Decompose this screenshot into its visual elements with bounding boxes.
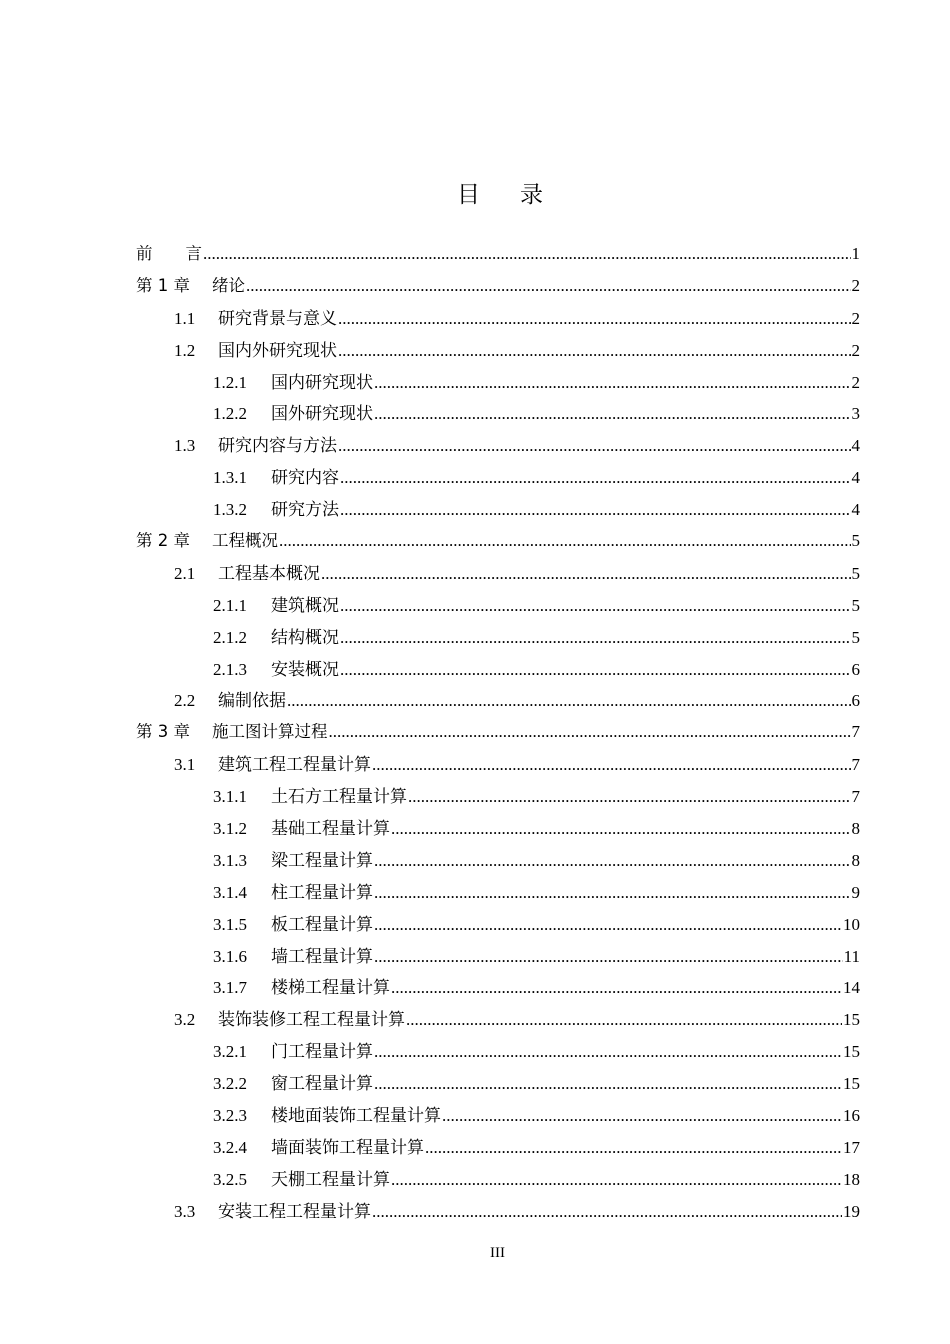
toc-entry[interactable] (136, 527, 860, 559)
dot-leader (329, 722, 851, 742)
toc-entry-page: 5 (851, 627, 860, 647)
toc-entry-number: 3.2.2 (213, 1074, 247, 1094)
dot-leader (374, 1042, 842, 1062)
toc-entry-title: 装饰装修工程工程量计算 (218, 1010, 405, 1030)
toc-entry-title: 天棚工程量计算 (271, 1169, 390, 1189)
toc-entry-title: 建筑概况 (271, 595, 339, 615)
toc-entry-number: 3.1.2 (213, 819, 247, 839)
toc-entry-page: 6 (851, 691, 860, 711)
dot-leader (338, 341, 851, 361)
toc-entry[interactable] (136, 336, 860, 368)
toc-entry-title: 施工图计算过程 (212, 722, 328, 742)
toc-entry-number: 3.1.3 (213, 850, 247, 870)
toc-entry-page: 2 (851, 275, 860, 295)
toc-entry[interactable] (136, 942, 860, 974)
toc-entry-page: 2 (851, 372, 860, 392)
toc-entry[interactable] (136, 559, 860, 591)
toc-entry-page: 4 (851, 436, 860, 456)
dot-leader (372, 1202, 842, 1222)
toc-entry[interactable] (136, 718, 860, 750)
toc-entry-title: 国内外研究现状 (218, 340, 337, 360)
toc-entry-number: 3.2.1 (213, 1042, 247, 1062)
toc-entry[interactable] (136, 1037, 860, 1069)
toc-entry-number: 3.1.1 (213, 787, 247, 807)
toc-entry-title: 研究内容 (271, 468, 339, 488)
toc-entry-title: 柱工程量计算 (271, 882, 373, 902)
toc-entry-number: 1.2.1 (213, 372, 247, 392)
dot-leader (391, 819, 851, 839)
toc-entry-page: 2 (851, 340, 860, 360)
toc-entry-number: 2.1.1 (213, 595, 247, 615)
toc-entry-page: 15 (843, 1042, 860, 1062)
title-char-1: 目 (457, 182, 480, 208)
toc-entry[interactable] (136, 1165, 860, 1197)
toc-entry[interactable] (136, 973, 860, 1005)
toc-entry-page: 19 (843, 1201, 860, 1221)
toc-entry-title: 建筑工程工程量计算 (218, 755, 371, 775)
toc-entry-number: 前 言 (136, 244, 202, 263)
toc-entry[interactable] (136, 1005, 860, 1037)
toc-entry-number: 2.1.3 (213, 659, 247, 679)
toc-entry[interactable] (136, 1101, 860, 1133)
toc-entry[interactable] (136, 750, 860, 782)
dot-leader (374, 947, 843, 967)
toc-entry-number: 2.2 (174, 691, 196, 711)
dot-leader (340, 596, 851, 616)
toc-entry-page: 11 (843, 946, 860, 966)
toc-entry[interactable] (136, 686, 860, 718)
dot-leader (425, 1138, 842, 1158)
toc-entry-page: 3 (851, 404, 860, 424)
toc-entry-title: 楼梯工程量计算 (271, 978, 390, 998)
toc-entry-number: 1.1 (174, 308, 196, 328)
toc-entry-number: 3.1.7 (213, 978, 247, 998)
dot-leader (406, 1010, 842, 1030)
dot-leader (246, 276, 851, 296)
toc-entry[interactable] (136, 782, 860, 814)
dot-leader (340, 468, 851, 488)
toc-entry-number: 1.3.2 (213, 500, 247, 520)
page-title (0, 176, 950, 209)
toc-entry[interactable] (136, 431, 860, 463)
toc-entry[interactable] (136, 240, 860, 272)
toc-entry-page: 5 (851, 563, 860, 583)
toc-entry-title: 窗工程量计算 (271, 1074, 373, 1094)
dot-leader (372, 755, 851, 775)
dot-leader (374, 404, 851, 424)
toc-entry-page: 4 (851, 500, 860, 520)
toc-entry-number: 3.1.6 (213, 946, 247, 966)
toc-entry-title: 绪论 (212, 275, 245, 295)
toc-entry-title: 工程概况 (212, 531, 278, 551)
toc-entry-number: 3.1.4 (213, 882, 247, 902)
toc-entry-number: 2.1.2 (213, 627, 247, 647)
toc-entry-page: 7 (851, 722, 860, 742)
dot-leader (338, 309, 851, 329)
toc-entry-number: 3.2.5 (213, 1169, 247, 1189)
toc-entry-number: 1.2.2 (213, 404, 247, 424)
toc-entry[interactable] (136, 304, 860, 336)
toc-entry-number: 3.2 (174, 1010, 196, 1030)
toc-entry-page: 1 (851, 244, 860, 263)
toc-entry-number: 3.1 (174, 755, 196, 775)
toc-entry[interactable] (136, 814, 860, 846)
toc-entry-page: 8 (851, 850, 860, 870)
toc-entry-page: 14 (843, 978, 860, 998)
dot-leader (279, 531, 851, 551)
toc-entry-title: 板工程量计算 (271, 914, 373, 934)
toc-entry[interactable] (136, 1133, 860, 1165)
toc-entry-title: 门工程量计算 (271, 1042, 373, 1062)
dot-leader (408, 787, 851, 807)
dot-leader (287, 691, 851, 711)
toc-entry-page: 2 (851, 308, 860, 328)
toc-entry-number: 2.1 (174, 563, 196, 583)
dot-leader (203, 244, 851, 264)
toc-entry-page: 10 (843, 914, 860, 934)
dot-leader (340, 500, 851, 520)
toc-entry[interactable] (136, 1197, 860, 1229)
toc-entry-page: 18 (843, 1169, 860, 1189)
toc-entry-page: 4 (851, 468, 860, 488)
toc-entry-number: 3.2.3 (213, 1106, 247, 1126)
title-char-2: 录 (520, 182, 543, 208)
toc-entry-number: 第 1 章 (136, 275, 190, 295)
dot-leader (340, 660, 851, 680)
toc-entry-title: 楼地面装饰工程量计算 (271, 1106, 441, 1126)
toc-entry-number: 1.2 (174, 340, 196, 360)
toc-entry[interactable] (136, 591, 860, 623)
toc-entry-page: 6 (851, 659, 860, 679)
toc-entry[interactable] (136, 272, 860, 304)
dot-leader (321, 564, 851, 584)
toc-entry-title: 墙工程量计算 (271, 946, 373, 966)
toc-entry[interactable] (136, 623, 860, 655)
dot-leader (374, 883, 851, 903)
toc-entry-title: 土石方工程量计算 (271, 787, 407, 807)
toc-entry-title: 研究背景与意义 (218, 308, 337, 328)
dot-leader (374, 851, 851, 871)
dot-leader (374, 373, 851, 393)
toc-entry-number: 3.2.4 (213, 1137, 247, 1157)
dot-leader (391, 1170, 842, 1190)
toc-entry-page: 15 (843, 1010, 860, 1030)
toc-entry-page: 5 (851, 595, 860, 615)
dot-leader (391, 978, 842, 998)
toc-entry-number: 1.3 (174, 436, 196, 456)
toc-entry-title: 基础工程量计算 (271, 819, 390, 839)
toc-entry-page: 15 (843, 1074, 860, 1094)
toc-entry-title: 墙面装饰工程量计算 (271, 1137, 424, 1157)
toc-entry-number: 3.3 (174, 1201, 196, 1221)
toc-entry[interactable] (136, 368, 860, 400)
dot-leader (374, 915, 842, 935)
toc-entry-title: 工程基本概况 (218, 563, 320, 583)
toc-entry-title: 安装概况 (271, 659, 339, 679)
toc-entry-number: 3.1.5 (213, 914, 247, 934)
toc-entry-number: 第 2 章 (136, 531, 190, 551)
dot-leader (442, 1106, 842, 1126)
toc-entry[interactable] (136, 910, 860, 942)
toc-entry-title: 研究方法 (271, 500, 339, 520)
toc-entry-title: 梁工程量计算 (271, 850, 373, 870)
toc-entry[interactable] (136, 1069, 860, 1101)
toc-entry[interactable] (136, 846, 860, 878)
toc-entry-title: 研究内容与方法 (218, 436, 337, 456)
toc-entry-page: 7 (851, 787, 860, 807)
toc-entry-title: 国外研究现状 (271, 404, 373, 424)
toc-entry-title: 编制依据 (218, 691, 286, 711)
toc-entry-page: 9 (851, 882, 860, 902)
toc-entry[interactable] (136, 463, 860, 495)
toc-entry[interactable] (136, 878, 860, 910)
page-number: III (490, 1245, 505, 1261)
toc-entry[interactable] (136, 399, 860, 431)
dot-leader (340, 628, 851, 648)
toc-entry-page: 5 (851, 531, 860, 551)
table-of-contents (136, 240, 860, 1229)
toc-entry[interactable] (136, 495, 860, 527)
toc-entry-page: 16 (843, 1106, 860, 1126)
toc-entry-number: 第 3 章 (136, 722, 190, 742)
toc-entry-title: 安装工程工程量计算 (218, 1201, 371, 1221)
dot-leader (374, 1074, 842, 1094)
toc-entry-title: 结构概况 (271, 627, 339, 647)
toc-entry-number: 1.3.1 (213, 468, 247, 488)
toc-entry[interactable] (136, 655, 860, 687)
toc-entry-page: 7 (851, 755, 860, 775)
toc-entry-page: 17 (843, 1137, 860, 1157)
dot-leader (338, 436, 851, 456)
toc-entry-title: 国内研究现状 (271, 372, 373, 392)
toc-entry-page: 8 (851, 819, 860, 839)
